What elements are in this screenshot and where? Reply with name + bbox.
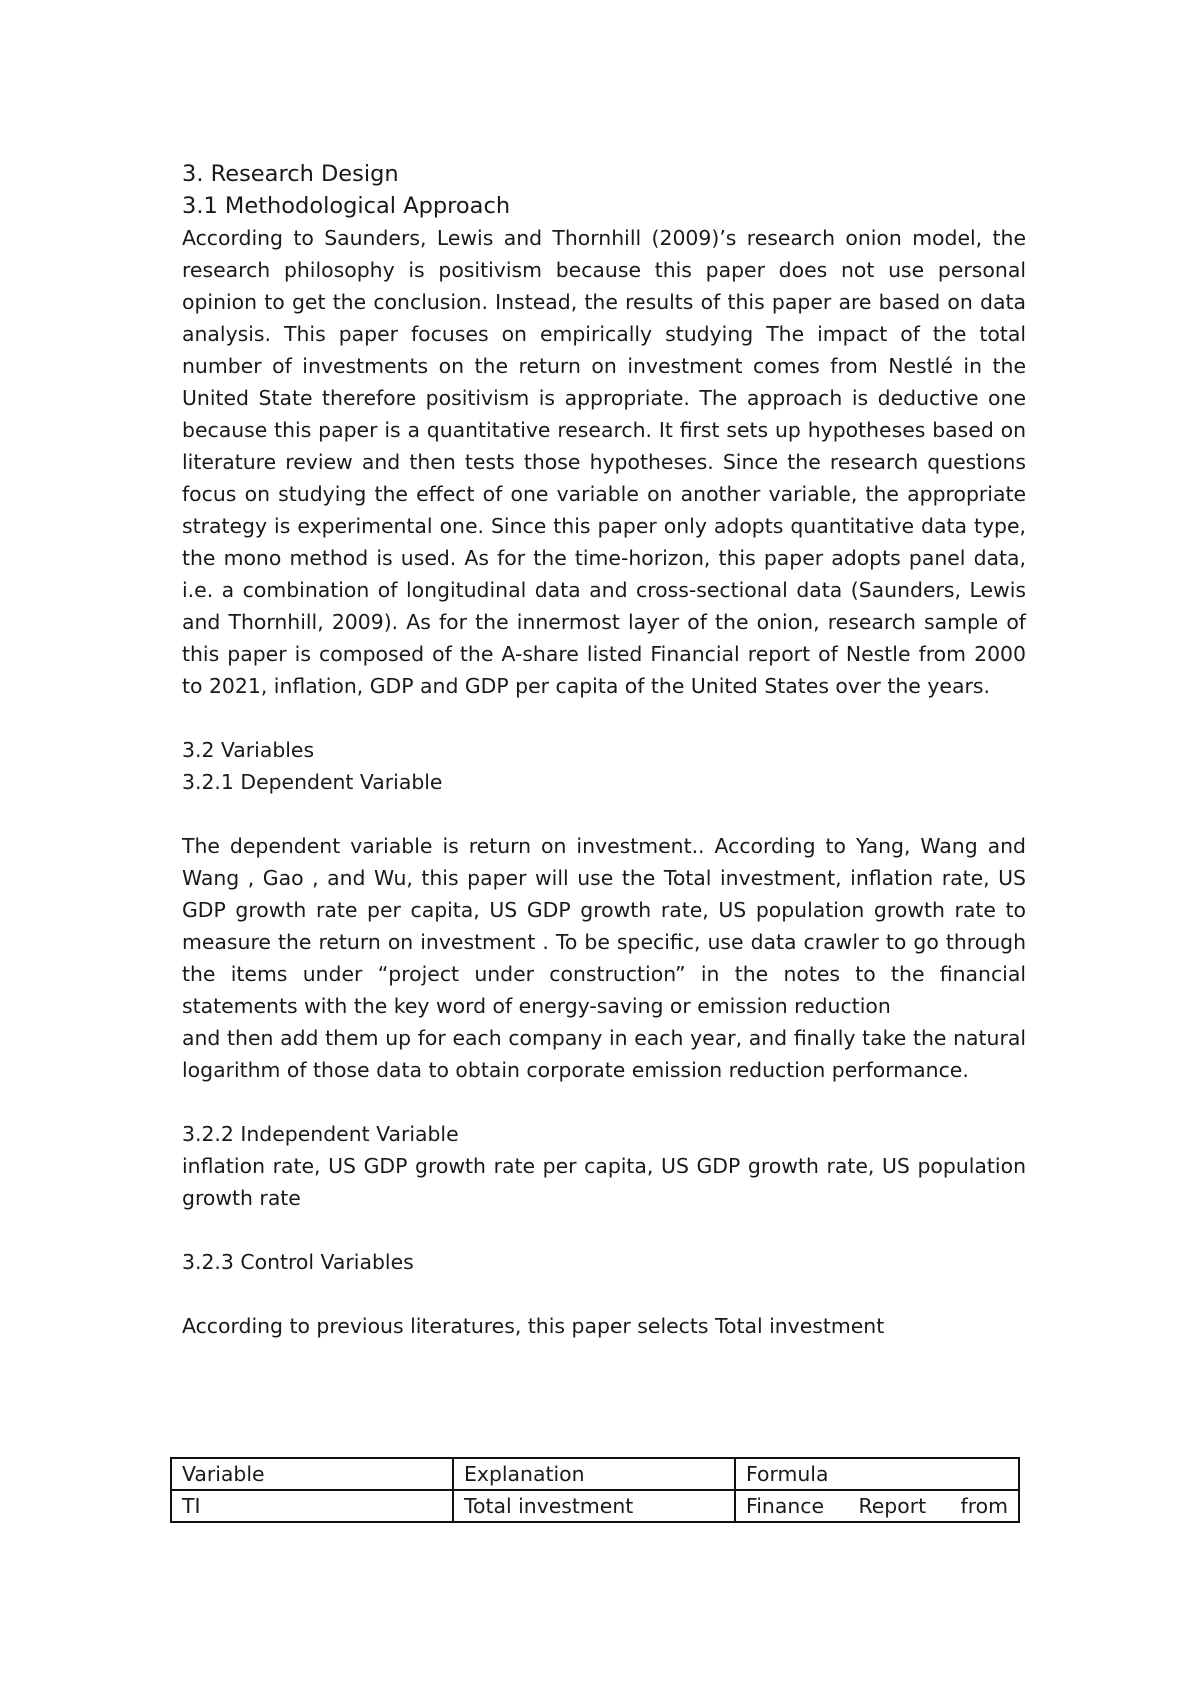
control-variables-heading: 3.2.3 Control Variables: [182, 1250, 414, 1274]
control-variables-paragraph: According to previous literatures, this paper selects Total investment: [182, 1314, 885, 1338]
table-header-cell: Explanation: [453, 1458, 735, 1490]
table-row: [171, 1490, 1019, 1522]
section-heading: 3. Research Design: [182, 161, 399, 187]
table-cell-formula: [735, 1490, 1019, 1522]
dependent-variable-heading: 3.2.1 Dependent Variable: [182, 770, 443, 794]
dependent-variable-paragraph: The dependent variable is return on investment.. According to Yang, Wang and Wang , Gao , and Wu, this paper will use the Total investment, inflation rate, US GDP growth rate per capita, US GDP growth rate, US population growth rate to measure the return on investment . To be specific, use data crawler to go through the items under “project under construction” in the notes to the financial statements with the key word of energy-saving or emission reduction: [182, 834, 1026, 1018]
table-header-cell: Variable: [171, 1458, 453, 1490]
table-header-cell: Formula: [735, 1458, 1019, 1490]
document-page: [182, 158, 1026, 1342]
variables-table: [170, 1457, 1020, 1523]
approach-paragraph: According to Saunders, Lewis and Thornhill (2009)’s research onion model, the research philosophy is positivism because this paper does not use personal opinion to get the conclusion. Instead, the results of this paper are based on data analysis. This paper focuses on empirically studying The impact of the total number of investments on the return on investment comes from Nestlé in the United State therefore positivism is appropriate. The approach is deductive one because this paper is a quantitative research. It first sets up hypotheses based on literature review and then tests those hypotheses. Since the research questions focus on studying the effect of one variable on another variable, the appropriate strategy is experimental one. Since this paper only adopts quantitative data type, the mono method is used. As for the time-horizon, this paper adopts panel data, i.e. a combination of longitudinal data and cross-sectional data (Saunders, Lewis and Thornhill, 2009). As for the innermost layer of the onion, research sample of this paper is composed of the A-share listed Financial report of Nestle from 2000 to 2021, inflation, GDP and GDP per capita of the United States over the years.: [182, 226, 1026, 698]
variables-heading: 3.2 Variables: [182, 738, 315, 762]
table-cell-variable: TI: [171, 1490, 453, 1522]
formula-word: from: [960, 1494, 1008, 1518]
table-cell-explanation: Total investment: [453, 1490, 735, 1522]
table-header-row: [171, 1458, 1019, 1490]
independent-variable-heading: 3.2.2 Independent Variable: [182, 1122, 459, 1146]
formula-word: Finance: [746, 1494, 825, 1518]
subsection-heading-methodological-approach: 3.1 Methodological Approach: [182, 193, 511, 219]
dependent-variable-paragraph-continued: and then add them up for each company in each year, and finally take the natural logarithm of those data to obtain corporate emission reduction performance.: [182, 1026, 1026, 1082]
independent-variable-paragraph: inflation rate, US GDP growth rate per capita, US GDP growth rate, US population growth rate: [182, 1154, 1026, 1210]
formula-word: Report: [858, 1494, 927, 1518]
